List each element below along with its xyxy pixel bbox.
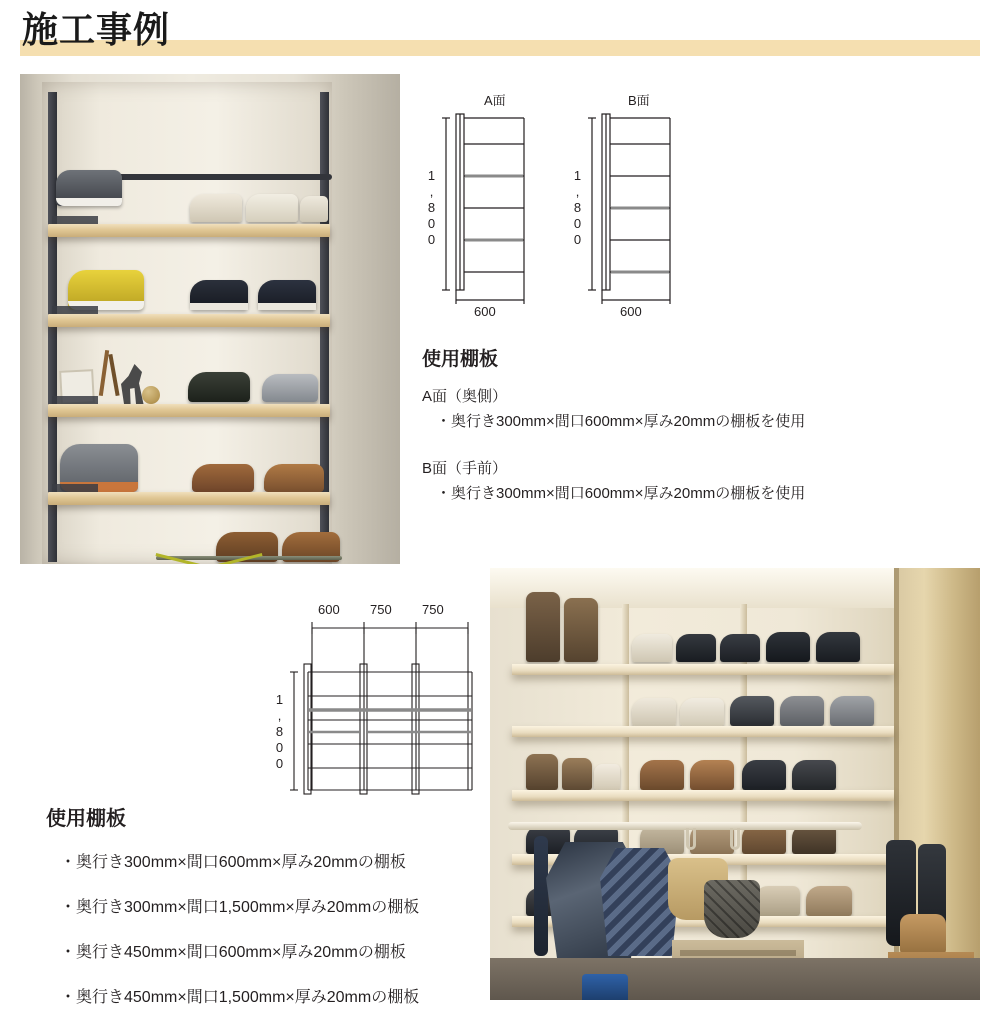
photo2-boot — [526, 754, 558, 790]
photo2-boot — [564, 598, 598, 662]
photo2-shoe — [830, 696, 874, 726]
photo2-boot — [526, 592, 560, 662]
photo-hanger — [155, 542, 265, 564]
photo-shoe — [300, 196, 328, 222]
top-spec-sub-b: B面（手前） — [422, 460, 508, 477]
photo2-shoe — [640, 760, 684, 790]
photo-ball-ornament — [142, 386, 160, 404]
bottom-spec-text — [46, 802, 476, 1029]
photo2-shoe — [676, 634, 716, 662]
photo2-blue-item — [582, 974, 628, 1000]
top-spec-item-b: ・奥行き300mm×間口600mm×厚み20mmの棚板を使用 — [436, 485, 806, 502]
photo2-shoe — [730, 696, 774, 726]
bottom-elevation-drawing — [272, 602, 482, 814]
diagram-label-face-a: A面 — [484, 93, 506, 108]
diagram-bottom-width-2: 750 — [370, 602, 392, 617]
photo2-shoe — [780, 696, 824, 726]
photo2-hanger-rail — [508, 822, 862, 830]
bottom-spec-item: ・奥行き450mm×間口1,500mm×厚み20mmの棚板 — [60, 989, 420, 1006]
photo2-shoe — [720, 634, 760, 662]
photo2-hook — [730, 828, 740, 850]
bottom-spec-item: ・奥行き300mm×間口1,500mm×厚み20mmの棚板 — [60, 899, 420, 916]
diagram-height-a: 1,800 — [424, 168, 439, 248]
diagram-bottom-height: 1,800 — [272, 692, 287, 772]
photo-shoe — [68, 270, 144, 310]
page-header — [0, 0, 1000, 62]
photo2-short-boot — [900, 914, 946, 954]
photo2-shelf — [512, 790, 894, 801]
photo2-boot — [562, 758, 592, 790]
top-spec-heading: 使用棚板 — [422, 349, 499, 370]
photo2-shoe — [792, 760, 836, 790]
diagram-height-b: 1,800 — [570, 168, 585, 248]
photo2-shoe — [690, 760, 734, 790]
photo2-shoe — [680, 698, 724, 726]
bottom-spec-item: ・奥行き300mm×間口600mm×厚み20mmの棚板 — [60, 854, 406, 871]
photo-shoe — [262, 374, 318, 402]
diagram-width-a: 600 — [474, 304, 496, 319]
photo2-floor — [490, 958, 980, 1000]
photo2-shoe — [632, 698, 676, 726]
photo-shoe — [264, 464, 324, 492]
photo-shoe — [246, 194, 298, 222]
top-spec-sub-a: A面（奥側） — [422, 388, 508, 405]
bottom-spec-heading: 使用棚板 — [46, 808, 126, 830]
closet-shoe-shelf-photo — [20, 74, 400, 564]
diagram-width-b: 600 — [620, 304, 642, 319]
photo-brush — [99, 350, 109, 396]
photo2-shoe — [806, 886, 852, 916]
photo2-net-bag — [704, 880, 760, 938]
photo-shoe — [190, 280, 248, 310]
photo2-hook — [686, 828, 696, 850]
photo-shelf — [48, 492, 330, 505]
photo2-shoe — [632, 634, 672, 662]
diagram-bottom-width-3: 750 — [422, 602, 444, 617]
entrance-shoe-closet-photo — [490, 568, 980, 1000]
diagram-bottom-width-1: 600 — [318, 602, 340, 617]
photo-shoe — [56, 170, 122, 206]
top-spec-text — [422, 344, 982, 503]
photo-shoe — [190, 194, 242, 222]
photo2-shoe — [594, 764, 620, 790]
bottom-spec-item: ・奥行き450mm×間口600mm×厚み20mmの棚板 — [60, 944, 406, 961]
photo-shelf — [48, 224, 330, 237]
photo-shoe — [192, 464, 254, 492]
photo2-shoe — [742, 760, 786, 790]
photo2-shelf — [512, 664, 894, 675]
photo2-shoe — [816, 632, 860, 662]
photo-shelf — [48, 404, 330, 417]
top-spec-item-a: ・奥行き300mm×間口600mm×厚み20mmの棚板を使用 — [436, 413, 806, 430]
top-elevation-drawing — [420, 92, 700, 332]
photo-shelf — [48, 314, 330, 327]
photo-shoe — [188, 372, 250, 402]
photo2-umbrella — [534, 836, 548, 956]
photo-shoe — [258, 280, 316, 310]
diagram-label-face-b: B面 — [628, 93, 650, 108]
photo2-shelf — [512, 726, 894, 737]
photo-brush — [108, 354, 119, 396]
photo2-shoe — [766, 632, 810, 662]
photo2-shoe — [754, 886, 800, 916]
page-title: 施工事例 — [22, 9, 171, 50]
